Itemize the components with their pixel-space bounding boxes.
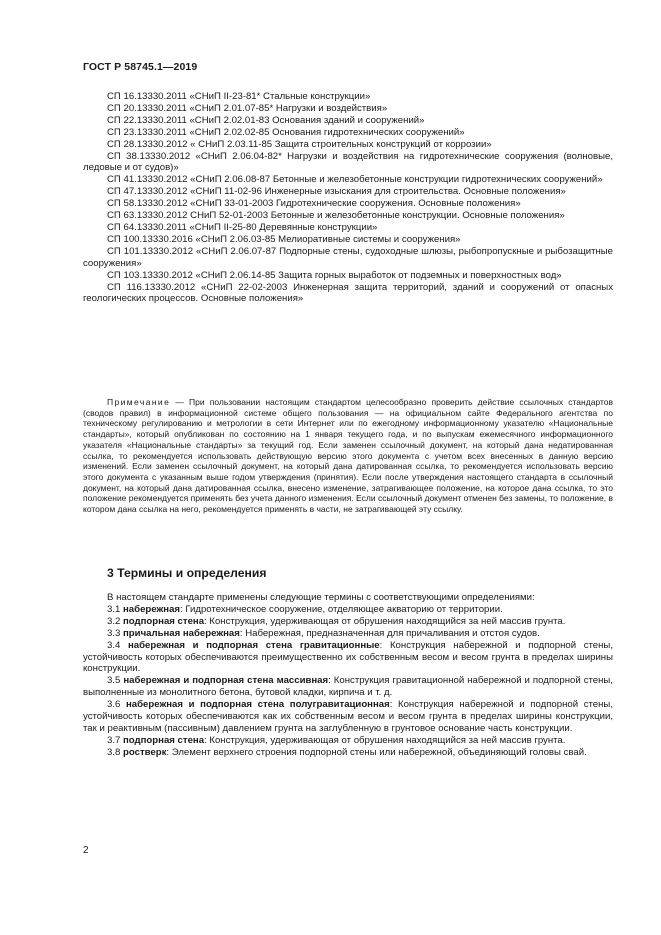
term-entry bbox=[83, 628, 613, 640]
reference-item: СП 41.13330.2012 «СНиП 2.06.08-87 Бетонные и железобетонные конструкции гидротехнических сооружений» bbox=[107, 174, 603, 186]
reference-item: СП 47.13330.2012 «СНиП 11-02-96 Инженерные изыскания для строительства. Основные положения» bbox=[107, 186, 566, 198]
term-entry bbox=[83, 735, 613, 747]
term-definition: : Набережная, предназначенная для причаливания и отстоя судов. bbox=[239, 627, 540, 639]
reference-list bbox=[83, 91, 613, 305]
reference-item: СП 20.13330.2011 «СНиП 2.01.07-85* Нагрузки и воздействия» bbox=[107, 102, 388, 114]
term-name: набережная bbox=[123, 603, 181, 615]
reference-item: СП 103.13330.2012 «СНиП 2.06.14-85 Защита горных выработок от подземных и поверхностных вод» bbox=[107, 269, 562, 281]
reference-item: СП 64.13330.2011 «СНиП II-25-80 Деревянные конструкции» bbox=[107, 221, 378, 233]
reference-item: СП 22.13330.2011 «СНиП 2.02.01-83 Основания зданий и сооружений» bbox=[107, 114, 425, 126]
reference-item: СП 16.13330.2011 «СНиП II-23-81* Стальные конструкции» bbox=[107, 91, 371, 102]
page-number: 2 bbox=[83, 845, 89, 856]
term-name: набережная и подпорная стена массивная bbox=[123, 675, 329, 687]
term-entry bbox=[83, 640, 613, 676]
term-definition: : Конструкция гравитационной набережной и подпорной стены, выполненные из монолитного бетона, бутовой кладки, кирпича и т. д. bbox=[83, 675, 613, 699]
term-definition: : Конструкция набережной и подпорной стены, устойчивость которых обеспечиваются как их собственным весом и весом грунта в пределах ширины конструкции, так и реактивным (пассивным) давлением грунта на заглубленную в грунтовое основание часть конструкции. bbox=[83, 699, 613, 734]
reference-item: СП 101.13330.2012 «СНиП 2.06.07-87 Подпорные стены, судоходные шлюзы, рыбопропускные и рыбозащитные сооружения» bbox=[83, 245, 613, 269]
term-entry bbox=[83, 747, 613, 759]
term-number: 3.1 bbox=[107, 603, 124, 615]
note-block bbox=[83, 397, 613, 515]
section-title: 3 Термины и определения bbox=[107, 566, 267, 580]
term-number: 3.8 bbox=[107, 746, 124, 758]
term-name: набережная и подпорная стена полугравитационная bbox=[125, 699, 390, 711]
term-number: 3.5 bbox=[107, 675, 124, 687]
note-text: — При пользовании настоящим стандартом целесообразно проверить действие ссылочных стандартов (сводов правил) в информационной системе общего пользования — на официальном сайте Федерального агентства по техническому регулированию и метрологии в сети Интернет или по ежегодному информационному указателю «Национальные стандарты», который опубликован по состоянию на 1 января текущего года, и по выпускам ежемесячного информационного указателя «Национальные стандарты» за текущий год. Если заменен ссылочный документ, на который дана недатированная ссылка, то рекомендуется использовать действующую версию этого документа с учетом всех внесенных в данную версию изменений. Если заменен ссылочный документ, на который дана датированная ссылка, то рекомендуется использовать версию этого документа с указанным выше годом утверждения (принятия). Если после утверждения настоящего стандарта в ссылочный документ, на который дана датированная ссылка, внесено изменение, затрагивающее положение, на которое дана ссылка, то это положение рекомендуется применять без учета данного изменения. Если ссылочный документ отменен без замены, то положение, в котором дана ссылка на него, рекомендуется применять в части, не затрагивающей эту ссылку. bbox=[83, 397, 613, 515]
terms-list bbox=[83, 592, 613, 759]
term-definition: : Элемент верхнего строения подпорной стены или набережной, объединяющий головы свай. bbox=[166, 746, 587, 758]
term-entry bbox=[83, 616, 613, 628]
term-number: 3.7 bbox=[107, 734, 124, 746]
term-number: 3.6 bbox=[107, 699, 126, 711]
reference-item: СП 100.13330.2016 «СНиП 2.06.03-85 Мелиоративные системы и сооружения» bbox=[107, 233, 461, 245]
reference-item: СП 63.13330.2012 СНиП 52-01-2003 Бетонные и железобетонные конструкции. Основные положения» bbox=[107, 210, 565, 222]
term-definition: : Конструкция, удерживающая от обрушения находящийся за ней массив грунта. bbox=[204, 734, 566, 746]
reference-item: СП 23.13330.2011 «СНиП 2.02.02-85 Основания гидротехнических сооружений» bbox=[107, 126, 465, 138]
term-definition: : Конструкция набережной и подпорной стены, устойчивость которых обеспечиваются преимущественно их собственным весом и весом грунта в пределах ширины конструкции. bbox=[83, 639, 613, 675]
reference-item: СП 38.13330.2012 «СНиП 2.06.04-82* Нагрузки и воздействия на гидротехнические сооружения (волновые, ледовые и от судов)» bbox=[83, 150, 613, 174]
reference-item: СП 58.13330.2012 «СНиП 33-01-2003 Гидротехнические сооружения. Основные положения» bbox=[107, 198, 521, 210]
term-name: подпорная стена bbox=[123, 734, 205, 746]
term-name: подпорная стена bbox=[123, 615, 205, 627]
term-name: причальная набережная bbox=[123, 627, 240, 639]
reference-item: СП 116.13330.2012 «СНиП 22-02-2003 Инженерная защита территорий, зданий и сооружений от опасных геологических процессов. Основные положения» bbox=[83, 281, 613, 305]
term-number: 3.2 bbox=[107, 615, 124, 627]
term-entry bbox=[83, 604, 613, 616]
term-number: 3.3 bbox=[107, 627, 124, 639]
reference-item: СП 28.13330.2012 « СНиП 2.03.11-85 Защита строительных конструкций от коррозии» bbox=[107, 138, 492, 150]
note-label: Примечание bbox=[107, 397, 171, 407]
term-entry bbox=[83, 675, 613, 699]
term-entry bbox=[83, 699, 613, 735]
term-number: 3.4 bbox=[107, 639, 128, 651]
note-paragraph bbox=[83, 397, 613, 515]
section-intro: В настоящем стандарте применены следующие термины с соответствующими определениями: bbox=[107, 592, 535, 603]
term-name: набережная и подпорная стена гравитационные bbox=[128, 639, 380, 651]
document-header: ГОСТ Р 58745.1—2019 bbox=[83, 61, 198, 73]
term-definition: : Гидротехническое сооружение, отделяющее акваторию от территории. bbox=[180, 603, 503, 615]
term-definition: : Конструкция, удерживающая от обрушения находящийся за ней массив грунта. bbox=[204, 615, 566, 627]
term-name: ростверк bbox=[123, 746, 167, 758]
